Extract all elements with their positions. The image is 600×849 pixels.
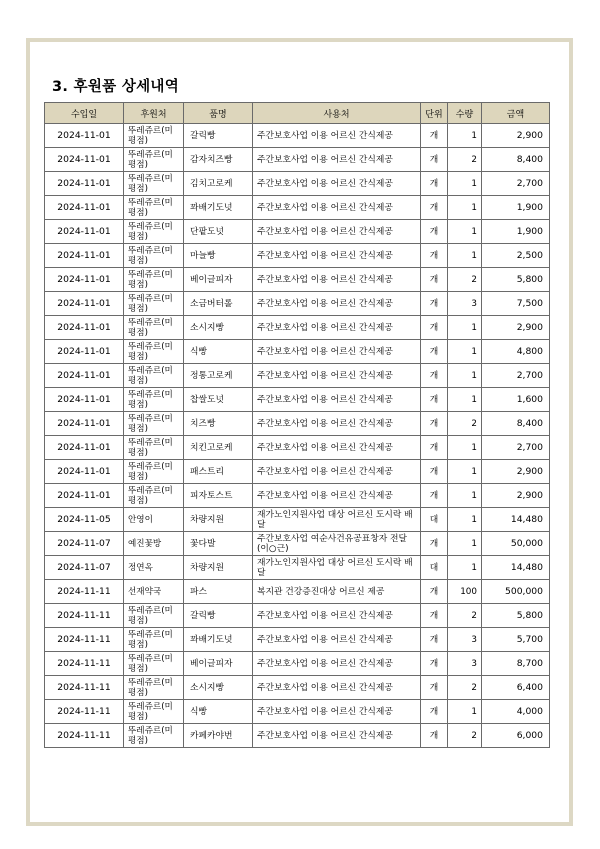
amount-cell: 2,900 [482, 484, 550, 508]
date-cell: 2024-11-11 [45, 700, 124, 724]
quantity-cell: 1 [448, 244, 482, 268]
quantity-cell: 1 [448, 364, 482, 388]
quantity-cell: 1 [448, 316, 482, 340]
amount-cell: 8,400 [482, 412, 550, 436]
usage-cell: 주간보호사업 이용 어르신 간식제공 [253, 628, 421, 652]
donor-cell: 뚜레쥬르(미평점) [124, 652, 184, 676]
quantity-cell: 1 [448, 484, 482, 508]
table-row [45, 724, 550, 748]
unit-cell: 개 [421, 580, 448, 604]
item-cell: 찹쌀도넛 [184, 388, 253, 412]
date-cell: 2024-11-11 [45, 676, 124, 700]
table-row [45, 244, 550, 268]
usage-cell: 주간보호사업 이용 어르신 간식제공 [253, 436, 421, 460]
donation-detail-table [44, 102, 550, 748]
date-cell: 2024-11-01 [45, 292, 124, 316]
unit-cell: 개 [421, 388, 448, 412]
usage-cell: 주간보호사업 이용 어르신 간식제공 [253, 268, 421, 292]
unit-cell: 개 [421, 148, 448, 172]
donor-cell: 뚜레쥬르(미평점) [124, 124, 184, 148]
item-cell: 소시지빵 [184, 676, 253, 700]
date-cell: 2024-11-01 [45, 172, 124, 196]
quantity-cell: 1 [448, 532, 482, 556]
amount-cell: 7,500 [482, 292, 550, 316]
donor-cell: 뚜레쥬르(미평점) [124, 628, 184, 652]
donor-cell: 뚜레쥬르(미평점) [124, 268, 184, 292]
amount-cell: 50,000 [482, 532, 550, 556]
table-row [45, 148, 550, 172]
date-cell: 2024-11-01 [45, 460, 124, 484]
usage-cell: 주간보호사업 이용 어르신 간식제공 [253, 148, 421, 172]
item-cell: 꽃다발 [184, 532, 253, 556]
donor-cell: 뚜레쥬르(미평점) [124, 172, 184, 196]
donor-cell: 뚜레쥬르(미평점) [124, 340, 184, 364]
item-cell: 베이글피자 [184, 268, 253, 292]
unit-cell: 개 [421, 460, 448, 484]
usage-cell: 주간보호사업 이용 어르신 간식제공 [253, 364, 421, 388]
usage-cell: 주간보호사업 이용 어르신 간식제공 [253, 172, 421, 196]
quantity-cell: 2 [448, 412, 482, 436]
table-header-row [45, 103, 550, 124]
amount-cell: 5,700 [482, 628, 550, 652]
quantity-cell: 1 [448, 556, 482, 580]
quantity-cell: 2 [448, 268, 482, 292]
donor-cell: 뚜레쥬르(미평점) [124, 244, 184, 268]
date-cell: 2024-11-01 [45, 364, 124, 388]
usage-cell: 주간보호사업 이용 어르신 간식제공 [253, 412, 421, 436]
unit-cell: 개 [421, 244, 448, 268]
amount-cell: 6,400 [482, 676, 550, 700]
unit-cell: 대 [421, 508, 448, 532]
date-cell: 2024-11-01 [45, 268, 124, 292]
item-cell: 꽈배기도넛 [184, 628, 253, 652]
table-row [45, 676, 550, 700]
table-row [45, 508, 550, 532]
usage-cell: 주간보호사업 이용 어르신 간식제공 [253, 124, 421, 148]
quantity-cell: 2 [448, 724, 482, 748]
table-row [45, 604, 550, 628]
donor-cell: 뚜레쥬르(미평점) [124, 196, 184, 220]
quantity-cell: 1 [448, 340, 482, 364]
donor-cell: 예진꽃방 [124, 532, 184, 556]
usage-cell: 복지관 건강증진대상 어르신 제공 [253, 580, 421, 604]
usage-cell: 주간보호사업 이용 어르신 간식제공 [253, 724, 421, 748]
amount-cell: 500,000 [482, 580, 550, 604]
usage-cell: 주간보호사업 이용 어르신 간식제공 [253, 292, 421, 316]
quantity-cell: 1 [448, 388, 482, 412]
usage-cell: 주간보호사업 여순사건유공표창자 전달(이○근) [253, 532, 421, 556]
amount-cell: 2,900 [482, 124, 550, 148]
unit-cell: 개 [421, 676, 448, 700]
donor-cell: 뚜레쥬르(미평점) [124, 700, 184, 724]
table-row [45, 580, 550, 604]
table-row [45, 196, 550, 220]
donor-cell: 뚜레쥬르(미평점) [124, 724, 184, 748]
quantity-cell: 1 [448, 436, 482, 460]
item-cell: 갈릭빵 [184, 604, 253, 628]
amount-cell: 2,500 [482, 244, 550, 268]
table-row [45, 388, 550, 412]
donor-cell: 뚜레쥬르(미평점) [124, 292, 184, 316]
table-row [45, 436, 550, 460]
usage-cell: 주간보호사업 이용 어르신 간식제공 [253, 220, 421, 244]
item-cell: 소금버터롤 [184, 292, 253, 316]
amount-cell: 14,480 [482, 508, 550, 532]
donor-cell: 뚜레쥬르(미평점) [124, 436, 184, 460]
usage-cell: 주간보호사업 이용 어르신 간식제공 [253, 340, 421, 364]
column-header-date: 수입일 [45, 103, 124, 124]
column-header-usage: 사용처 [253, 103, 421, 124]
usage-cell: 주간보호사업 이용 어르신 간식제공 [253, 676, 421, 700]
date-cell: 2024-11-01 [45, 244, 124, 268]
table-row [45, 460, 550, 484]
usage-cell: 주간보호사업 이용 어르신 간식제공 [253, 652, 421, 676]
quantity-cell: 3 [448, 628, 482, 652]
unit-cell: 개 [421, 340, 448, 364]
unit-cell: 대 [421, 556, 448, 580]
date-cell: 2024-11-07 [45, 532, 124, 556]
date-cell: 2024-11-07 [45, 556, 124, 580]
amount-cell: 1,900 [482, 220, 550, 244]
usage-cell: 주간보호사업 이용 어르신 간식제공 [253, 700, 421, 724]
column-header-unit: 단위 [421, 103, 448, 124]
quantity-cell: 2 [448, 148, 482, 172]
donor-cell: 정연옥 [124, 556, 184, 580]
quantity-cell: 2 [448, 604, 482, 628]
usage-cell: 주간보호사업 이용 어르신 간식제공 [253, 316, 421, 340]
column-header-donor: 후원처 [124, 103, 184, 124]
unit-cell: 개 [421, 292, 448, 316]
quantity-cell: 2 [448, 676, 482, 700]
donor-cell: 뚜레쥬르(미평점) [124, 412, 184, 436]
table-row [45, 292, 550, 316]
unit-cell: 개 [421, 532, 448, 556]
amount-cell: 1,900 [482, 196, 550, 220]
table-row [45, 172, 550, 196]
unit-cell: 개 [421, 652, 448, 676]
unit-cell: 개 [421, 364, 448, 388]
table-row [45, 340, 550, 364]
table-row [45, 700, 550, 724]
table-row [45, 412, 550, 436]
donor-cell: 안영이 [124, 508, 184, 532]
item-cell: 마늘빵 [184, 244, 253, 268]
table-row [45, 316, 550, 340]
usage-cell: 주간보호사업 이용 어르신 간식제공 [253, 484, 421, 508]
item-cell: 패스트리 [184, 460, 253, 484]
usage-cell: 주간보호사업 이용 어르신 간식제공 [253, 244, 421, 268]
donor-cell: 뚜레쥬르(미평점) [124, 148, 184, 172]
quantity-cell: 3 [448, 652, 482, 676]
date-cell: 2024-11-11 [45, 580, 124, 604]
date-cell: 2024-11-05 [45, 508, 124, 532]
item-cell: 꽈배기도넛 [184, 196, 253, 220]
amount-cell: 6,000 [482, 724, 550, 748]
amount-cell: 1,600 [482, 388, 550, 412]
item-cell: 베이글피자 [184, 652, 253, 676]
item-cell: 파스 [184, 580, 253, 604]
amount-cell: 2,900 [482, 316, 550, 340]
unit-cell: 개 [421, 124, 448, 148]
date-cell: 2024-11-01 [45, 196, 124, 220]
amount-cell: 5,800 [482, 268, 550, 292]
item-cell: 카페카야번 [184, 724, 253, 748]
column-header-amount: 금액 [482, 103, 550, 124]
item-cell: 차량지원 [184, 508, 253, 532]
table-row [45, 124, 550, 148]
amount-cell: 4,800 [482, 340, 550, 364]
quantity-cell: 1 [448, 508, 482, 532]
unit-cell: 개 [421, 724, 448, 748]
date-cell: 2024-11-11 [45, 604, 124, 628]
section-title: 3. 후원품 상세내역 [52, 79, 180, 95]
usage-cell: 주간보호사업 이용 어르신 간식제공 [253, 196, 421, 220]
table-row [45, 364, 550, 388]
date-cell: 2024-11-01 [45, 412, 124, 436]
date-cell: 2024-11-01 [45, 436, 124, 460]
amount-cell: 2,900 [482, 460, 550, 484]
item-cell: 식빵 [184, 700, 253, 724]
donor-cell: 뚜레쥬르(미평점) [124, 676, 184, 700]
table-row [45, 652, 550, 676]
usage-cell: 주간보호사업 이용 어르신 간식제공 [253, 460, 421, 484]
date-cell: 2024-11-01 [45, 340, 124, 364]
donor-cell: 뚜레쥬르(미평점) [124, 364, 184, 388]
unit-cell: 개 [421, 628, 448, 652]
item-cell: 차량지원 [184, 556, 253, 580]
unit-cell: 개 [421, 196, 448, 220]
item-cell: 치즈빵 [184, 412, 253, 436]
amount-cell: 2,700 [482, 172, 550, 196]
column-header-quantity: 수량 [448, 103, 482, 124]
table-row [45, 268, 550, 292]
unit-cell: 개 [421, 316, 448, 340]
quantity-cell: 1 [448, 124, 482, 148]
date-cell: 2024-11-11 [45, 724, 124, 748]
donor-cell: 뚜레쥬르(미평점) [124, 220, 184, 244]
date-cell: 2024-11-11 [45, 628, 124, 652]
donor-cell: 뚜레쥬르(미평점) [124, 388, 184, 412]
date-cell: 2024-11-01 [45, 148, 124, 172]
unit-cell: 개 [421, 412, 448, 436]
date-cell: 2024-11-01 [45, 124, 124, 148]
table-row [45, 556, 550, 580]
date-cell: 2024-11-01 [45, 220, 124, 244]
item-cell: 정통고로케 [184, 364, 253, 388]
donor-cell: 뚜레쥬르(미평점) [124, 460, 184, 484]
item-cell: 갈릭빵 [184, 124, 253, 148]
quantity-cell: 1 [448, 460, 482, 484]
table-row [45, 220, 550, 244]
item-cell: 단팥도넛 [184, 220, 253, 244]
date-cell: 2024-11-01 [45, 388, 124, 412]
table-row [45, 532, 550, 556]
item-cell: 감자치즈빵 [184, 148, 253, 172]
amount-cell: 14,480 [482, 556, 550, 580]
quantity-cell: 1 [448, 196, 482, 220]
quantity-cell: 1 [448, 220, 482, 244]
usage-cell: 주간보호사업 이용 어르신 간식제공 [253, 604, 421, 628]
usage-cell: 재가노인지원사업 대상 어르신 도시락 배달 [253, 508, 421, 532]
donor-cell: 뚜레쥬르(미평점) [124, 316, 184, 340]
unit-cell: 개 [421, 436, 448, 460]
unit-cell: 개 [421, 700, 448, 724]
item-cell: 소시지빵 [184, 316, 253, 340]
unit-cell: 개 [421, 484, 448, 508]
quantity-cell: 3 [448, 292, 482, 316]
unit-cell: 개 [421, 604, 448, 628]
donor-cell: 선재약국 [124, 580, 184, 604]
unit-cell: 개 [421, 268, 448, 292]
item-cell: 김치고로케 [184, 172, 253, 196]
column-header-item: 품명 [184, 103, 253, 124]
item-cell: 피자토스트 [184, 484, 253, 508]
amount-cell: 5,800 [482, 604, 550, 628]
date-cell: 2024-11-01 [45, 316, 124, 340]
table-row [45, 628, 550, 652]
donor-cell: 뚜레쥬르(미평점) [124, 604, 184, 628]
amount-cell: 8,700 [482, 652, 550, 676]
date-cell: 2024-11-11 [45, 652, 124, 676]
date-cell: 2024-11-01 [45, 484, 124, 508]
amount-cell: 4,000 [482, 700, 550, 724]
usage-cell: 재가노인지원사업 대상 어르신 도시락 배달 [253, 556, 421, 580]
usage-cell: 주간보호사업 이용 어르신 간식제공 [253, 388, 421, 412]
amount-cell: 2,700 [482, 364, 550, 388]
donor-cell: 뚜레쥬르(미평점) [124, 484, 184, 508]
amount-cell: 2,700 [482, 436, 550, 460]
item-cell: 치킨고로케 [184, 436, 253, 460]
quantity-cell: 1 [448, 172, 482, 196]
table-row [45, 484, 550, 508]
quantity-cell: 100 [448, 580, 482, 604]
unit-cell: 개 [421, 220, 448, 244]
quantity-cell: 1 [448, 700, 482, 724]
amount-cell: 8,400 [482, 148, 550, 172]
unit-cell: 개 [421, 172, 448, 196]
item-cell: 식빵 [184, 340, 253, 364]
